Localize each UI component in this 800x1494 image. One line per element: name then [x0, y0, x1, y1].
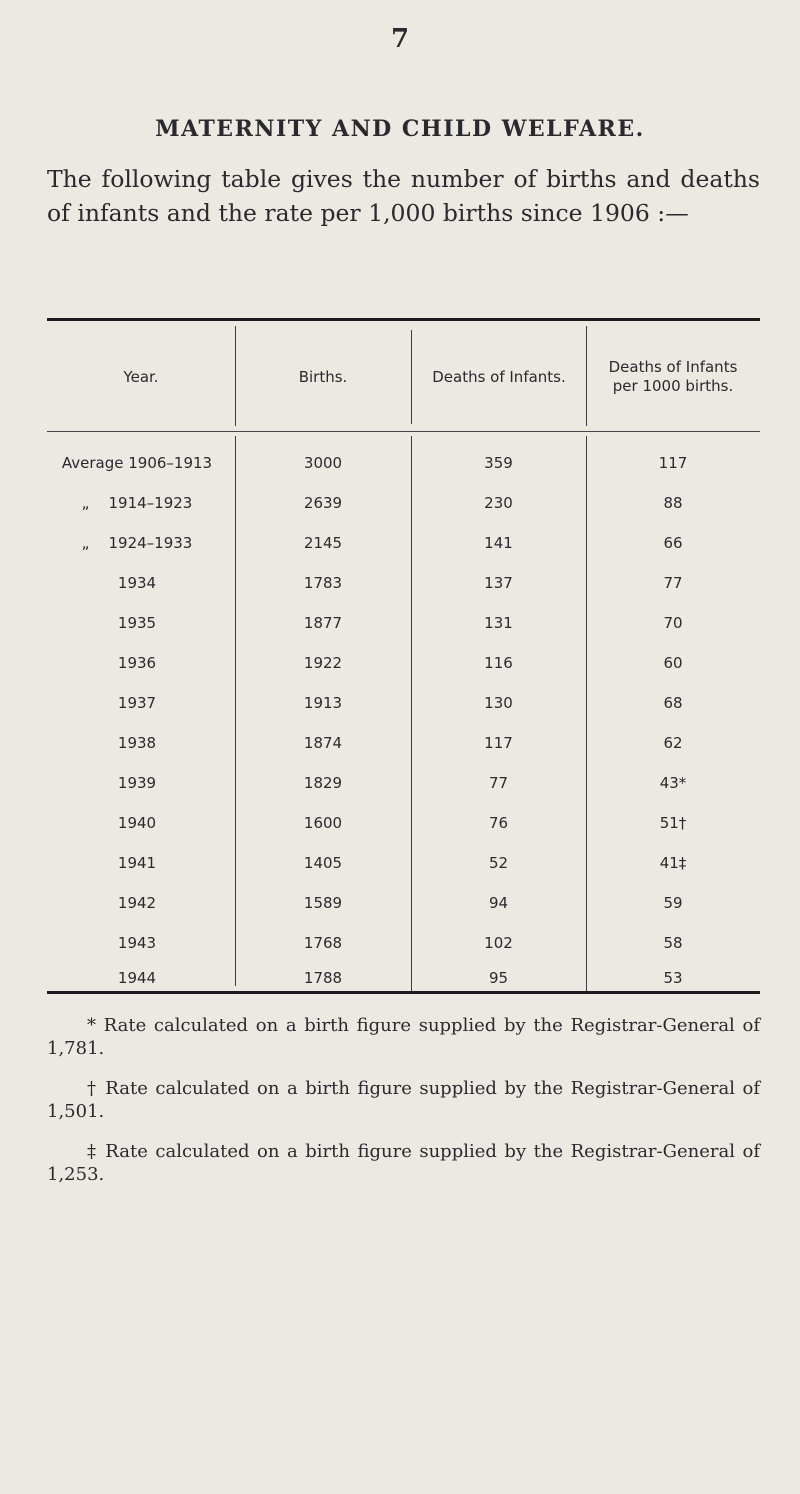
- page-number: 7: [390, 24, 410, 54]
- table-row: [47, 763, 760, 803]
- footnote-double-dagger: ‡ Rate calculated on a birth figure supplied by the Registrar-General of 1,253.: [47, 1141, 760, 1185]
- cell-year: „ 1924–1933: [81, 534, 193, 552]
- table-row: [47, 923, 760, 963]
- cell-births: 1788: [303, 969, 343, 987]
- cell-deaths: 130: [484, 694, 513, 712]
- table-row: [47, 523, 760, 563]
- cell-births: 2145: [303, 534, 343, 552]
- cell-rate: 117: [658, 454, 688, 472]
- header-deaths: Deaths of Infants.: [432, 367, 566, 386]
- cell-rate: 43*: [659, 774, 687, 792]
- cell-deaths: 131: [484, 614, 513, 632]
- cell-deaths: 76: [488, 814, 509, 832]
- cell-deaths: 52: [488, 854, 509, 872]
- table-row: [47, 643, 760, 683]
- cell-births: 1874: [303, 734, 343, 752]
- cell-rate: 51†: [659, 814, 687, 832]
- cell-births: 1600: [303, 814, 343, 832]
- cell-rate: 59: [663, 894, 683, 912]
- header-rate: Deaths of Infants per 1000 births.: [608, 358, 738, 395]
- cell-births: 1405: [303, 854, 343, 872]
- table-row: [47, 563, 760, 603]
- footnote-asterisk: * Rate calculated on a birth figure supplied by the Registrar-General of 1,781.: [47, 1015, 760, 1059]
- table-row: [47, 483, 760, 523]
- cell-rate: 60: [663, 654, 683, 672]
- cell-rate: 62: [663, 734, 683, 752]
- cell-year: Average 1906–1913: [61, 454, 213, 472]
- cell-deaths: 230: [484, 494, 513, 512]
- page-title: MATERNITY AND CHILD WELFARE.: [155, 116, 645, 142]
- cell-deaths: 117: [484, 734, 513, 752]
- cell-births: 1783: [303, 574, 343, 592]
- cell-year: 1938: [117, 734, 157, 752]
- intro-paragraph: The following table gives the number of births and deaths of infants and the rate per 1,000 births since 1906 :—: [47, 165, 760, 227]
- table-header-rule: [47, 431, 760, 432]
- table-row: [47, 843, 760, 883]
- cell-births: 1768: [303, 934, 343, 952]
- cell-deaths: 116: [484, 654, 513, 672]
- cell-births: 3000: [303, 454, 343, 472]
- cell-year: 1944: [117, 969, 157, 987]
- cell-year: 1940: [117, 814, 157, 832]
- table-row: [47, 683, 760, 723]
- header-year: Year.: [123, 367, 159, 386]
- cell-rate: 77: [663, 574, 683, 592]
- cell-births: 1829: [303, 774, 343, 792]
- cell-deaths: 141: [484, 534, 513, 552]
- cell-rate: 70: [663, 614, 683, 632]
- cell-year: „ 1914–1923: [81, 494, 193, 512]
- table-row: [47, 963, 760, 993]
- cell-deaths: 359: [484, 454, 513, 472]
- cell-deaths: 137: [484, 574, 513, 592]
- table-row: [47, 443, 760, 483]
- cell-rate: 53: [663, 969, 683, 987]
- cell-rate: 41‡: [659, 854, 687, 872]
- cell-births: 1877: [303, 614, 343, 632]
- footnotes: [47, 1014, 760, 1203]
- cell-deaths: 77: [488, 774, 509, 792]
- cell-births: 1922: [303, 654, 343, 672]
- cell-year: 1935: [117, 614, 157, 632]
- table-row: [47, 883, 760, 923]
- cell-rate: 66: [663, 534, 683, 552]
- cell-rate: 58: [663, 934, 683, 952]
- cell-births: 2639: [303, 494, 343, 512]
- header-births: Births.: [298, 367, 348, 386]
- cell-rate: 88: [663, 494, 683, 512]
- footnote-dagger: † Rate calculated on a birth figure supplied by the Registrar-General of 1,501.: [47, 1078, 760, 1122]
- table-row: [47, 803, 760, 843]
- cell-rate: 68: [663, 694, 683, 712]
- births-deaths-table: [47, 316, 760, 997]
- cell-year: 1941: [117, 854, 157, 872]
- table-top-rule: [47, 318, 760, 321]
- cell-year: 1943: [117, 934, 157, 952]
- cell-year: 1942: [117, 894, 157, 912]
- cell-year: 1939: [117, 774, 157, 792]
- table-row: [47, 603, 760, 643]
- cell-deaths: 102: [484, 934, 513, 952]
- cell-deaths: 94: [488, 894, 509, 912]
- cell-year: 1934: [117, 574, 157, 592]
- cell-births: 1589: [303, 894, 343, 912]
- cell-births: 1913: [303, 694, 343, 712]
- table-row: [47, 723, 760, 763]
- column-divider: [411, 330, 412, 424]
- column-divider: [586, 326, 587, 426]
- cell-year: 1936: [117, 654, 157, 672]
- cell-year: 1937: [117, 694, 157, 712]
- cell-deaths: 95: [488, 969, 509, 987]
